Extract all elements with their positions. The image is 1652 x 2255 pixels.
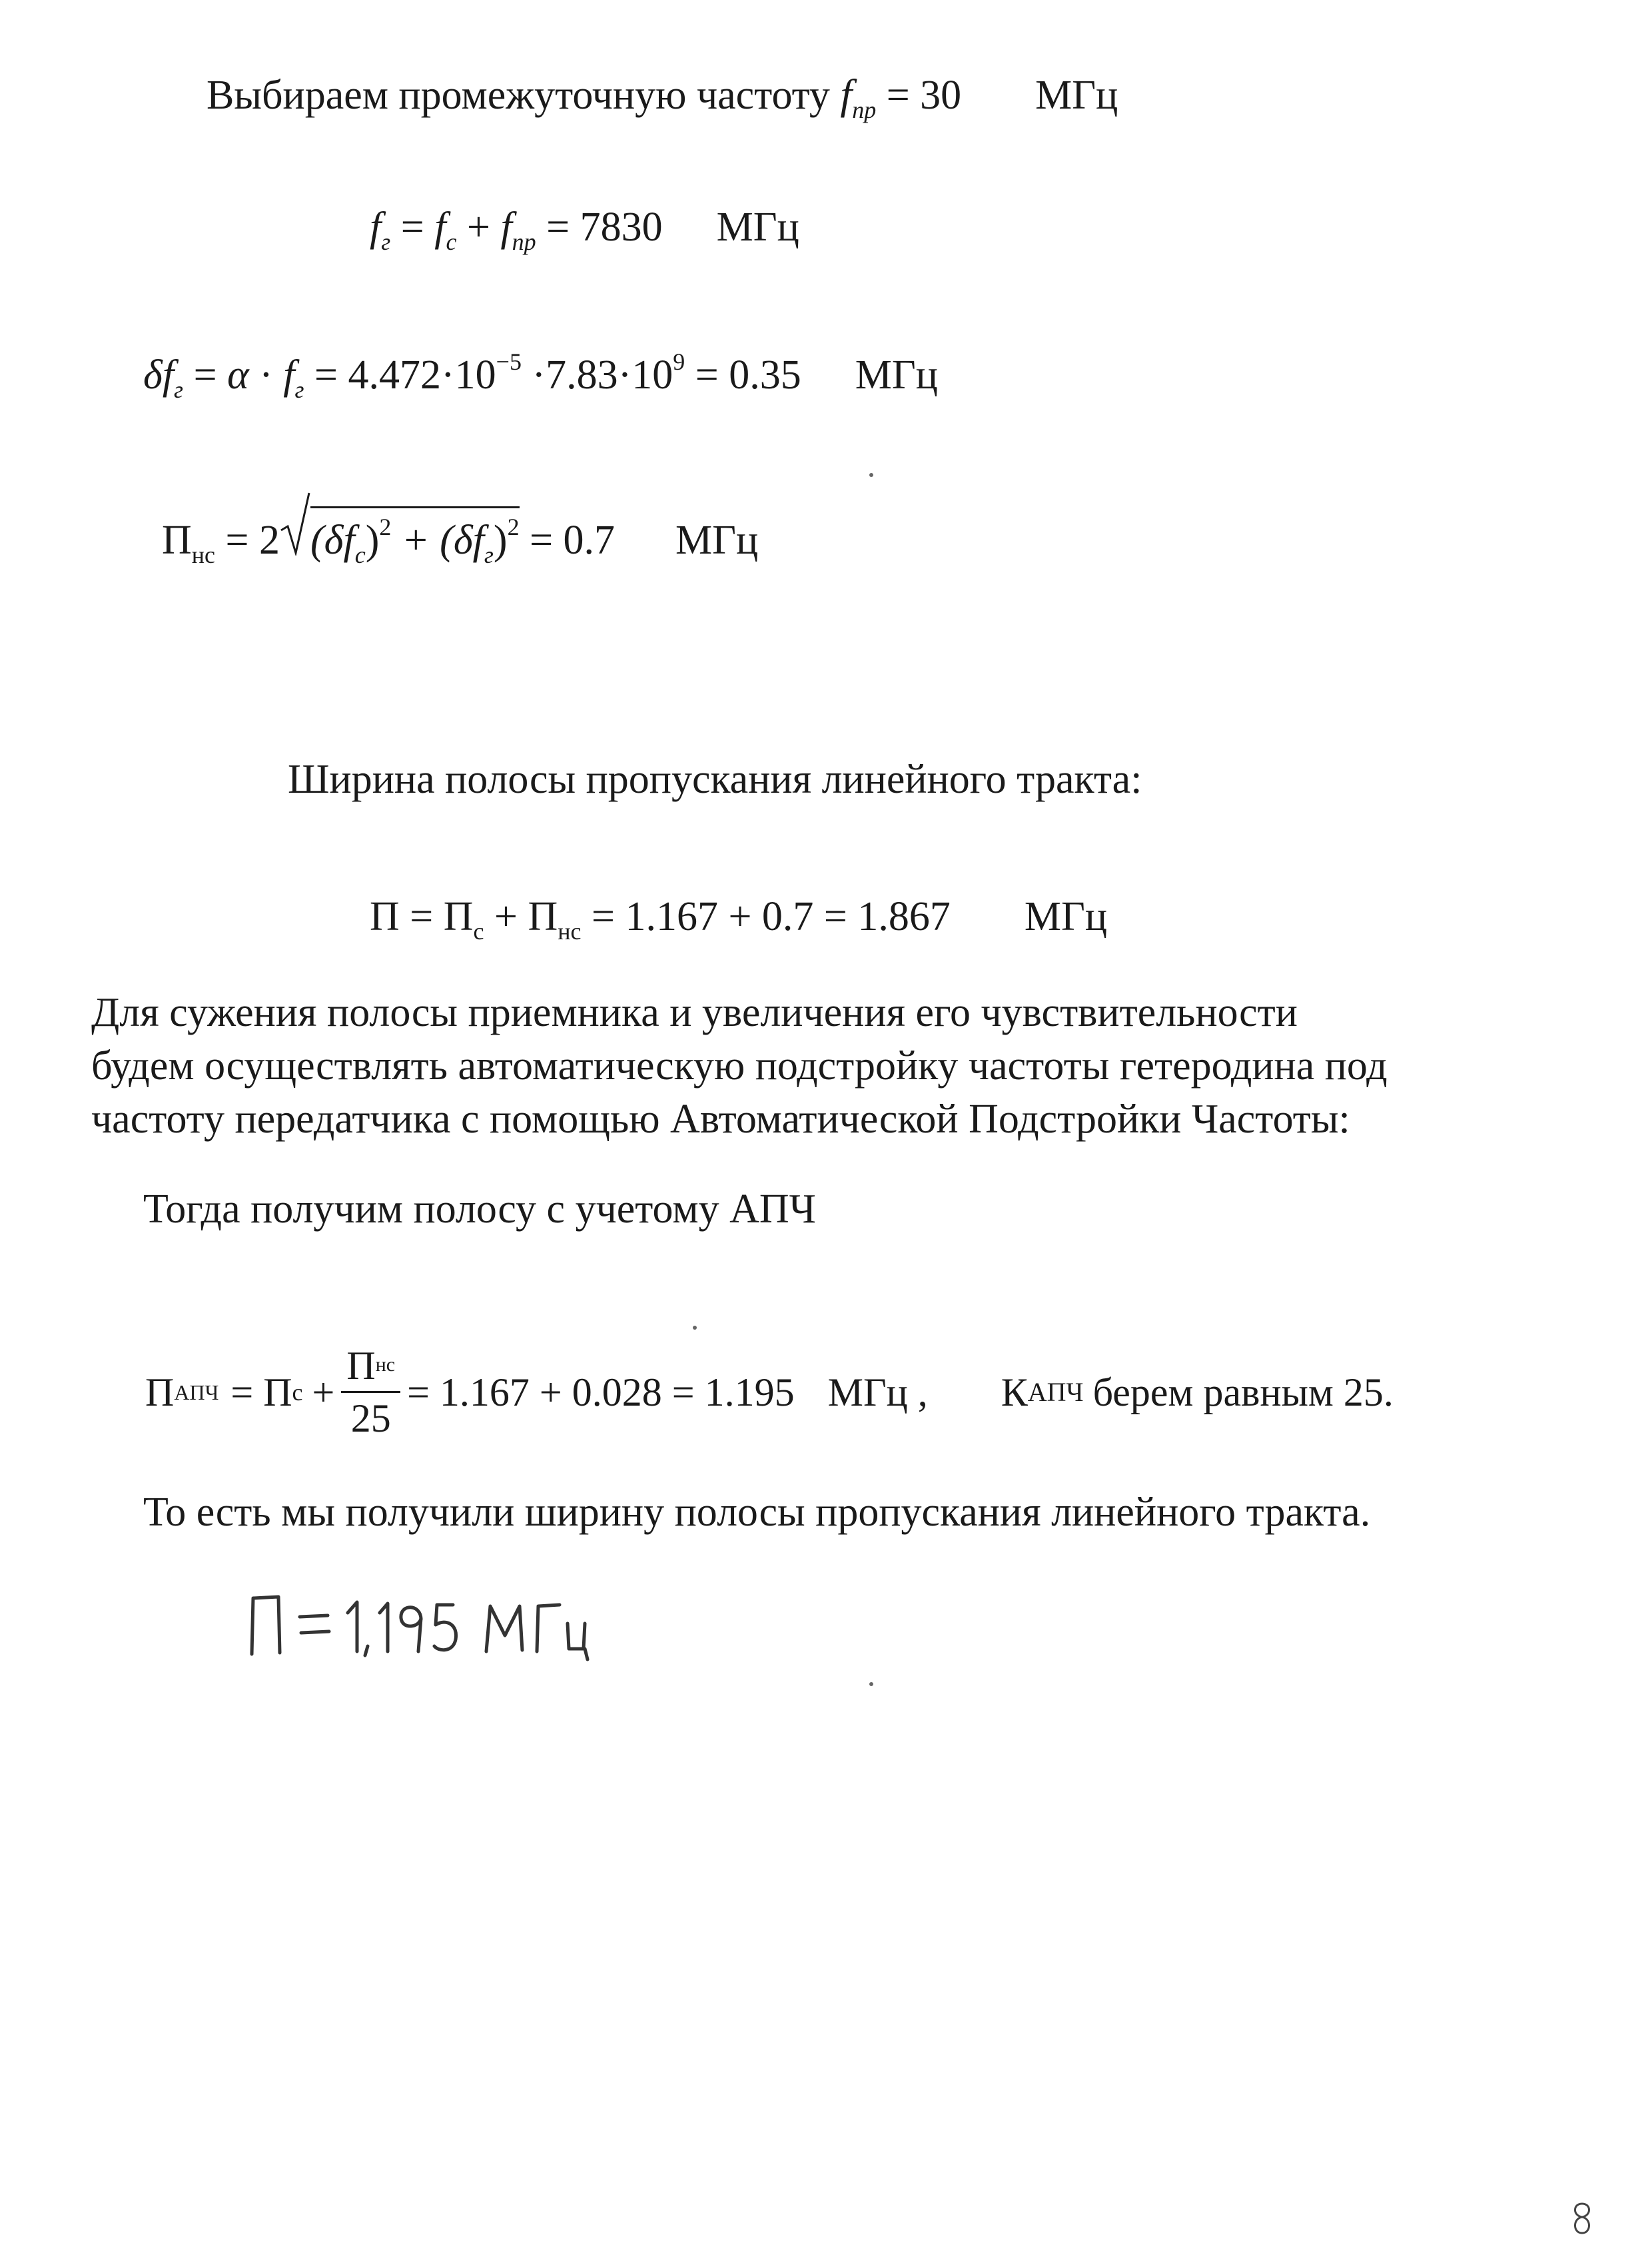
radical-sign: [280, 492, 310, 556]
scan-speck-3: [869, 1682, 873, 1686]
pns-result: = 0.7: [530, 518, 616, 563]
dfg-mid: ·7.83·10: [532, 352, 673, 398]
bandwidth-heading: Ширина полосы пропускания линейного тракта:: [288, 757, 1142, 802]
equation-p: [370, 896, 1107, 943]
scan-speck: [869, 473, 873, 477]
pns-sub-c: с: [354, 542, 366, 568]
pns-prefix: = 2: [225, 518, 280, 563]
p-rhs: = 1.167 + 0.7 = 1.867: [592, 894, 951, 939]
p-sub-ns: нс: [558, 918, 582, 945]
p-plus: + П: [494, 894, 558, 939]
dfg-coef: 4.472·10: [348, 352, 496, 398]
fpr-sub: пр: [512, 228, 536, 255]
pns-unit: МГц: [675, 518, 759, 563]
fg-value: = 7830: [546, 205, 663, 250]
k-sub: АПЧ: [1027, 1376, 1084, 1407]
if-selection-text: Выбираем промежуточную частоту: [206, 73, 830, 118]
fc-symbol: f: [434, 205, 446, 250]
pns-sub: нс: [191, 542, 216, 568]
if-selection-line: [206, 73, 1118, 122]
fg-unit: МГц: [716, 205, 799, 250]
apch-fraction: [341, 1346, 400, 1438]
pns-term1: (δf: [310, 518, 355, 563]
apch-sub: АПЧ: [174, 1380, 219, 1404]
pns-sqrt: [280, 506, 520, 567]
paragraph-line-3: частоту передатчика с помощью Автоматической Подстройки Частоты:: [91, 1097, 1350, 1142]
fpr-symbol: f: [500, 205, 512, 250]
pns-close2: ): [493, 518, 508, 563]
pns-close1: ): [365, 518, 380, 563]
equation-dfg: $\delta f_г = \alpha \cdot f_г = 4.472\cdot 10^{-5} \cdot 7.83\cdot 10^9 = 0.35$ МГц: [143, 348, 938, 403]
if-value: = 30: [886, 73, 962, 118]
equation-pns: [162, 506, 758, 567]
pns-term2: + (δf: [391, 518, 484, 563]
k-symbol: К: [1001, 1370, 1028, 1414]
apch-symbol: П: [145, 1370, 175, 1414]
p-lhs: П = П: [370, 894, 474, 939]
apch-plus: +: [312, 1370, 335, 1414]
p-unit: МГц: [1024, 894, 1108, 939]
handwritten-result: [246, 1589, 593, 1662]
pns-symbol: П: [162, 518, 192, 563]
equation-fg: $f_г = f_с + f_{пр} = 7830$ МГц: [370, 205, 799, 255]
paragraph-line-1: Для сужения полосы приемника и увеличения его чувствительности: [91, 990, 1298, 1035]
dfg-result: = 0.35: [695, 352, 801, 398]
p-sub-c: с: [473, 918, 484, 945]
frac-den: 25: [350, 1396, 391, 1440]
if-symbol: f: [840, 71, 853, 118]
dfg-exp1: −5: [496, 348, 522, 375]
frac-num: П: [346, 1344, 376, 1388]
scan-speck-2: [693, 1326, 697, 1330]
fg-sub: г: [381, 228, 391, 255]
if-unit: МГц: [1035, 73, 1118, 118]
apch-rhs: = 1.167 + 0.028 = 1.195: [407, 1370, 795, 1414]
pns-exp2: 2: [507, 514, 520, 540]
pns-sub-g: г: [484, 542, 494, 568]
dfg-symbol: δf: [143, 352, 175, 398]
fg-symbol: f: [370, 205, 382, 250]
apch-eq: = П: [230, 1370, 292, 1414]
dfg-sub: г: [174, 376, 184, 403]
alpha-symbol: α: [227, 352, 249, 398]
if-subscript: пр: [852, 97, 877, 123]
apch-sub-c: с: [292, 1378, 303, 1406]
fg-symbol-2: f: [283, 352, 295, 398]
k-note: берем равным 25.: [1092, 1370, 1394, 1414]
paragraph-line-2: будем осуществлять автоматическую подстройку частоты гетеродина под: [91, 1043, 1388, 1089]
frac-num-sub: нс: [375, 1354, 396, 1376]
pns-exp1: 2: [379, 514, 392, 540]
fg-sub-2: г: [294, 376, 304, 403]
conclusion-text: То есть мы получили ширину полосы пропускания линейного тракта.: [143, 1490, 1371, 1535]
dfg-exp2: 9: [673, 348, 685, 375]
apch-unit: МГц ,: [827, 1370, 928, 1414]
page-number-8: [1569, 2198, 1595, 2238]
fc-sub: с: [446, 228, 457, 255]
equation-apch: [145, 1346, 1394, 1438]
apch-intro: Тогда получим полосу с учетому АПЧ: [143, 1186, 816, 1232]
dfg-unit: МГц: [855, 352, 938, 398]
